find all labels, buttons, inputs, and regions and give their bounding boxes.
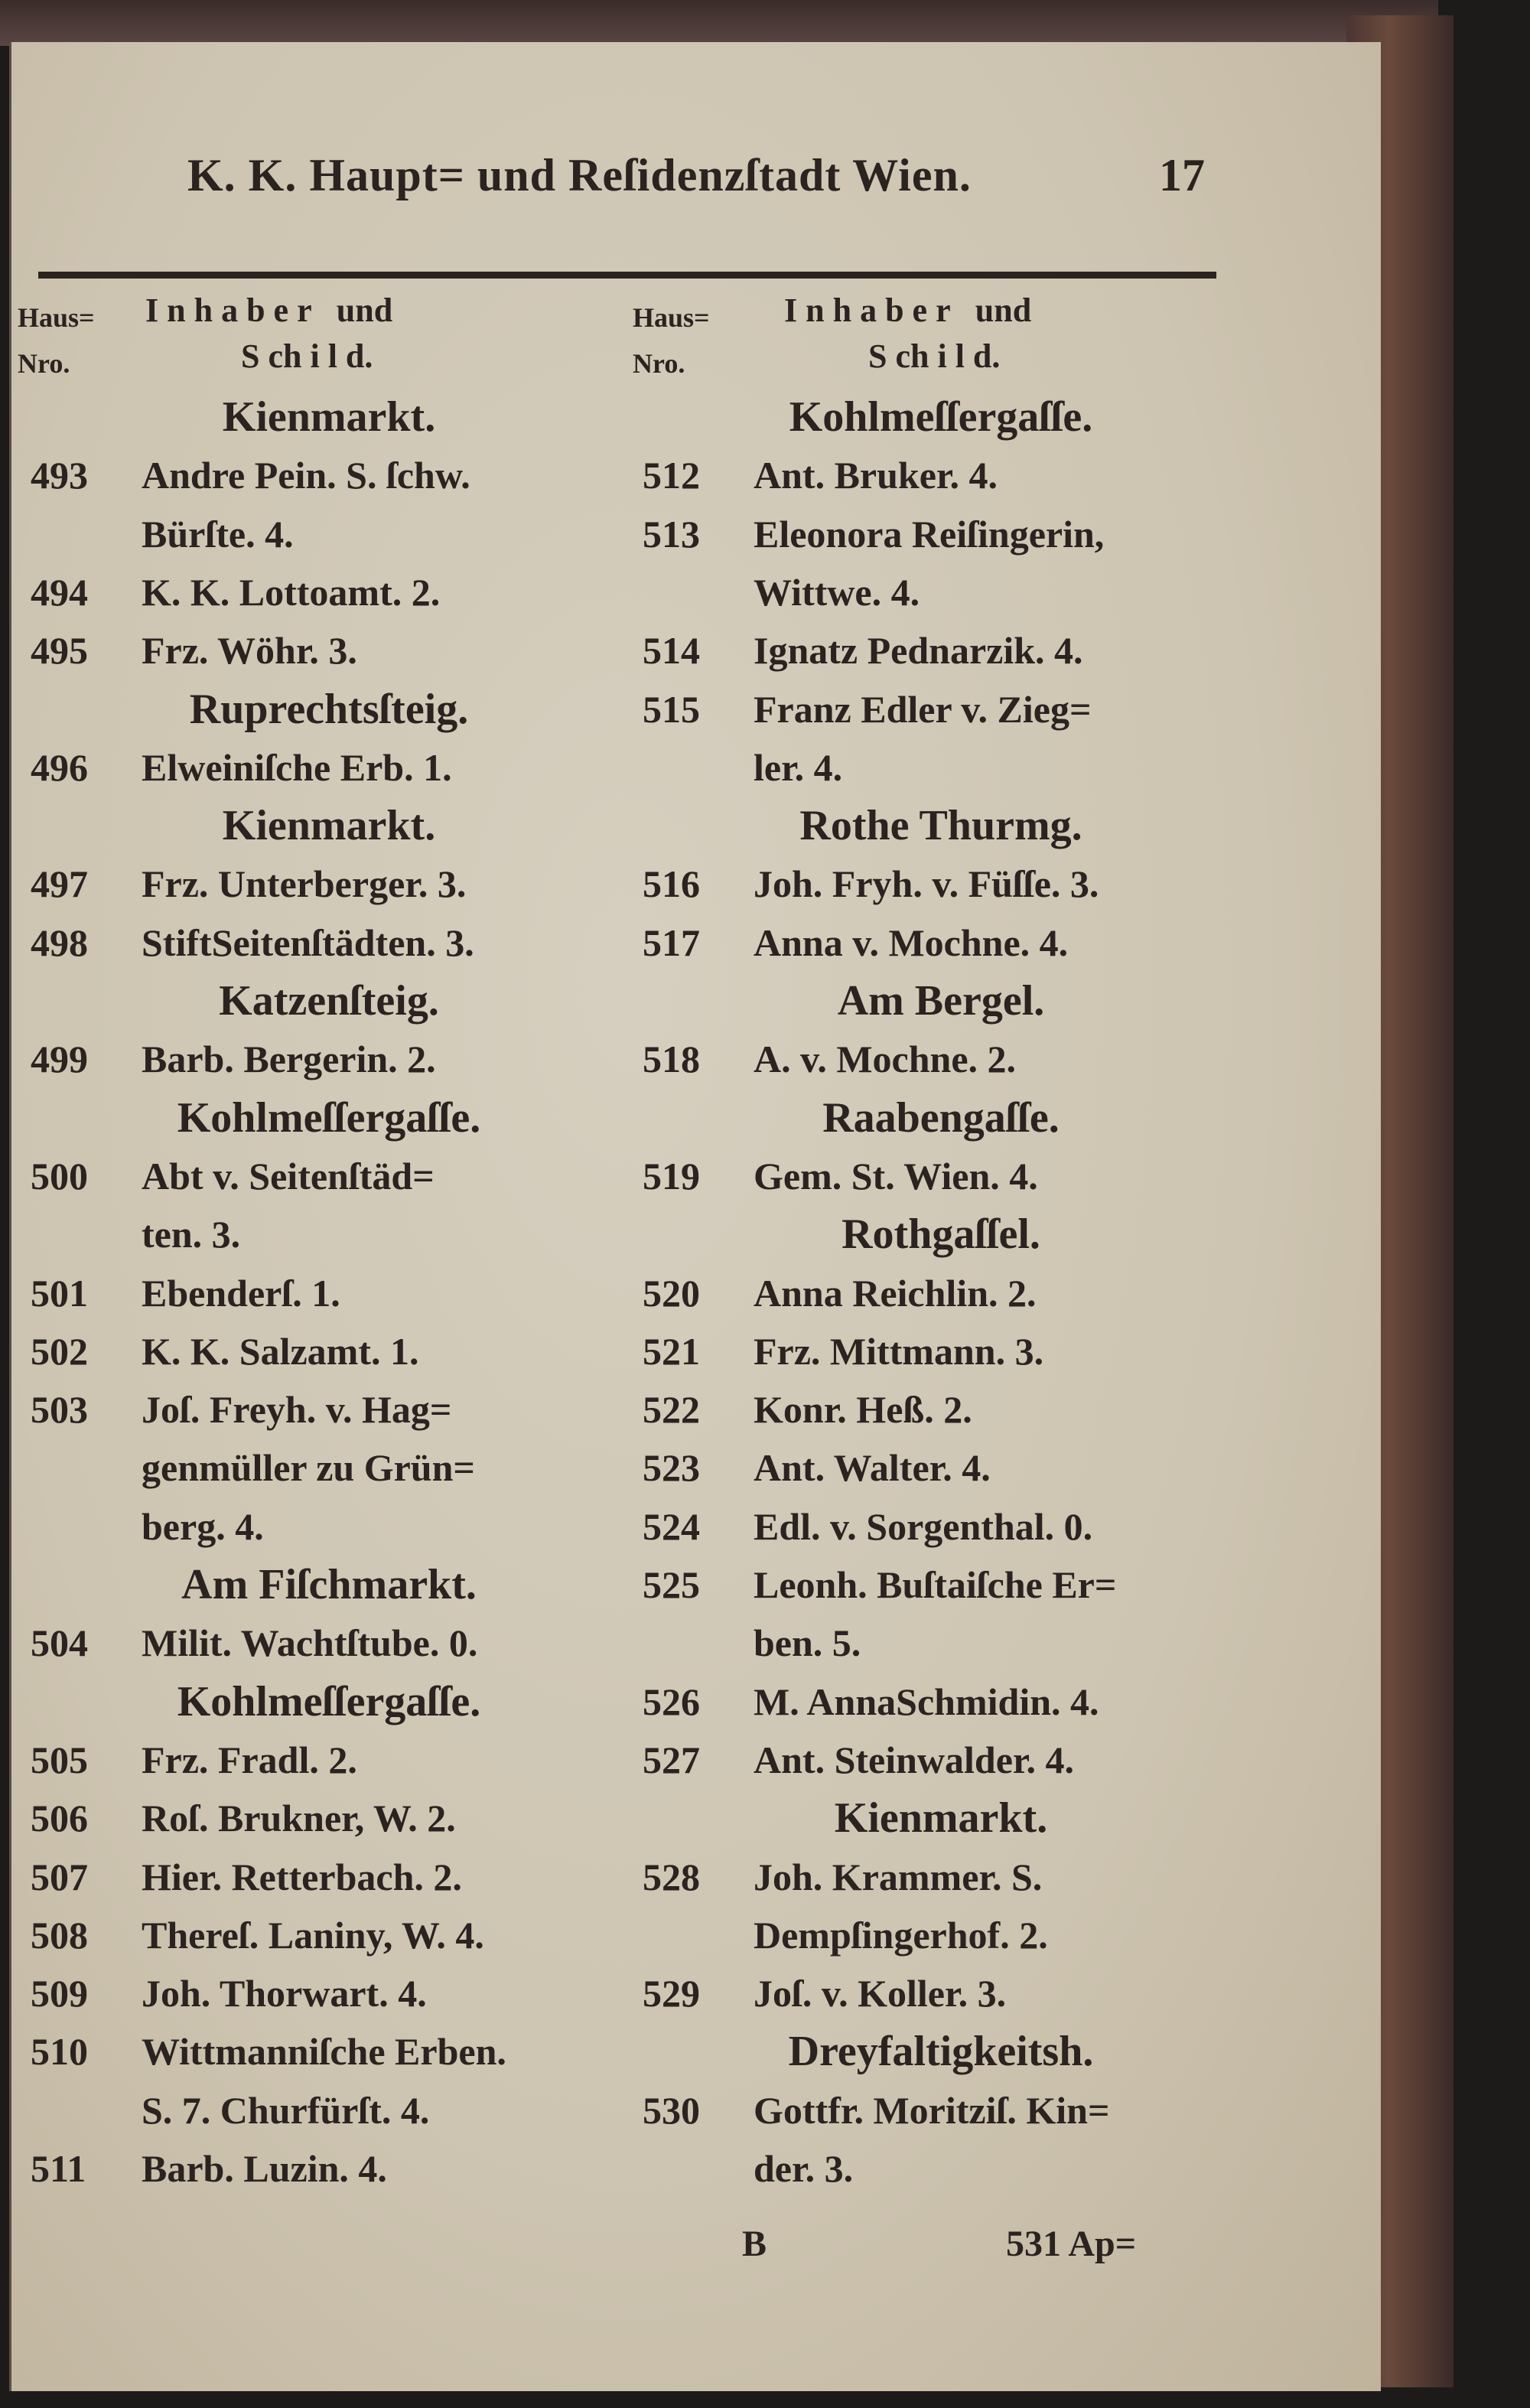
street-name: Rothgaſſel. [842,1211,1040,1259]
holder-text: Franz Edler v. Zieg= [754,687,1092,731]
street-heading [643,797,1239,855]
holder-text: Dempſingerhof. 2. [754,1913,1048,1957]
entry-continuation [31,1439,627,1497]
street-heading [31,680,627,738]
house-number: 521 [643,1329,700,1373]
holder-text: Bürſte. 4. [142,512,294,556]
house-entry [643,1497,1239,1556]
house-entry [31,914,627,972]
holder-text: StiftSeitenſtädten. 3. [142,921,474,964]
street-heading [643,1205,1239,1263]
street-heading [643,388,1239,446]
house-entry [643,1264,1239,1322]
left-sign-header: S ch i l d. [241,337,373,375]
house-entry [31,563,627,621]
street-name: Am Fiſchmarkt. [181,1561,477,1608]
street-name: Kienmarkt. [222,802,436,850]
house-entry [643,1439,1239,1497]
house-entry [643,914,1239,972]
holder-text: genmüller zu Grün= [142,1446,475,1490]
left-column [31,388,627,2224]
signature-mark: B [742,2224,767,2264]
street-heading [643,2022,1239,2081]
holder-text: M. AnnaSchmidin. 4. [754,1680,1099,1723]
street-name: Kohlmeſſergaſſe. [177,1093,481,1142]
left-holder-header: I n h a b e r und [145,292,393,329]
holder-text: der. 3. [754,2147,854,2190]
house-entry [31,738,627,797]
holder-text: Roſ. Brukner, W. 2. [142,1797,456,1840]
holder-text: Anna Reichlin. 2. [754,1271,1037,1315]
house-entry [643,1322,1239,1380]
street-heading [31,388,627,446]
house-number: 507 [31,1855,88,1898]
house-entry [31,1848,627,1906]
holder-text: Wittwe. 4. [754,570,920,614]
house-number: 502 [31,1329,88,1373]
house-number: 530 [643,2088,700,2132]
holder-text: S. 7. Churfürſt. 4. [142,2088,430,2132]
house-entry [31,1614,627,1672]
holder-text: Eleonora Reiſingerin, [754,512,1105,556]
house-number: 504 [31,1621,88,1665]
street-name: Am Bergel. [837,977,1045,1025]
house-number: 506 [31,1797,88,1840]
street-name: Rothe Thurmg. [799,802,1082,850]
house-number: 523 [643,1446,700,1490]
house-entry [31,1731,627,1789]
holder-text: Ant. Bruker. 4. [754,454,998,497]
holder-text: Hier. Retterbach. 2. [142,1855,462,1898]
house-entry [31,621,627,679]
holder-text: Barb. Bergerin. 2. [142,1038,436,1081]
holder-text: Barb. Luzin. 4. [142,2147,387,2190]
house-entry [643,621,1239,679]
street-heading [31,1673,627,1731]
house-entry [643,680,1239,738]
street-name: Raabengaſſe. [822,1093,1060,1142]
house-entry [31,1030,627,1088]
holder-text: Gottfr. Moritziſ. Kin= [754,2088,1110,2132]
street-heading [31,1089,627,1147]
holder-text: Elweiniſche Erb. 1. [142,745,452,789]
holder-text: A. v. Mochne. 2. [754,1038,1017,1081]
holder-text: Joh. Krammer. S. [754,1855,1043,1898]
right-holder-header: I n h a b e r und [784,292,1032,329]
house-number: 501 [31,1271,88,1315]
street-heading [643,972,1239,1030]
house-number: 499 [31,1038,88,1081]
house-entry [31,1964,627,2022]
right-house-number-header: Haus= Nro. [633,302,710,379]
house-number: 503 [31,1388,88,1432]
house-entry [31,855,627,913]
running-head: K. K. Haupt= und Reſidenzſtadt Wien. [187,150,972,200]
page-number: 17 [1159,150,1205,200]
holder-text: Ebenderſ. 1. [142,1271,340,1315]
holder-text: Ant. Steinwalder. 4. [754,1738,1075,1781]
entry-continuation [31,1497,627,1556]
street-name: Dreyfaltigkeitsh. [788,2028,1094,2076]
house-entry [31,446,627,504]
street-heading [31,797,627,855]
house-number: 512 [643,454,700,497]
holder-text: Frz. Mittmann. 3. [754,1329,1044,1373]
holder-text: Konr. Heß. 2. [754,1388,972,1432]
holder-text: Ant. Walter. 4. [754,1446,991,1490]
holder-text: Frz. Wöhr. 3. [142,629,357,673]
house-entry [643,1380,1239,1439]
house-entry [643,855,1239,913]
holder-text: Joh. Fryh. v. Füſſe. 3. [754,862,1099,906]
house-entry [31,1147,627,1205]
holder-text: K. K. Salzamt. 1. [142,1329,419,1373]
street-heading [31,1556,627,1614]
house-number: 510 [31,2030,88,2074]
house-entry [643,1556,1239,1614]
street-heading [643,1089,1239,1147]
house-number: 522 [643,1388,700,1432]
house-number: 527 [643,1738,700,1781]
street-name: Katzenſteig. [219,977,439,1025]
catchword: 531 Ap= [1006,2224,1137,2264]
left-house-number-header: Haus= Nro. [18,302,95,379]
house-entry [31,1264,627,1322]
house-number: 513 [643,512,700,556]
house-entry [31,1789,627,1847]
holder-text: Anna v. Mochne. 4. [754,921,1069,964]
holder-text: Joſ. v. Koller. 3. [754,1972,1007,2015]
house-number: 497 [31,862,88,906]
right-sign-header: S ch i l d. [868,337,1001,375]
holder-text: Thereſ. Laniny, W. 4. [142,1913,484,1957]
street-name: Kohlmeſſergaſſe. [177,1677,481,1725]
house-entry [643,1147,1239,1205]
holder-text: Joh. Thorwart. 4. [142,1972,427,2015]
house-number: 529 [643,1972,700,2015]
house-entry [643,1673,1239,1731]
holder-text: Milit. Wachtſtube. 0. [142,1621,478,1665]
entry-continuation [643,563,1239,621]
house-entry [643,1731,1239,1789]
holder-text: Leonh. Buſtaiſche Er= [754,1563,1117,1606]
holder-text: ler. 4. [754,745,843,789]
house-entry [31,1906,627,1964]
house-number: 509 [31,1972,88,2015]
house-number: 496 [31,745,88,789]
entry-continuation [31,505,627,563]
house-number: 517 [643,921,700,964]
house-entry [643,446,1239,504]
holder-text: Joſ. Freyh. v. Hag= [142,1388,452,1432]
street-name: Kienmarkt. [222,393,436,441]
holder-text: Frz. Unterberger. 3. [142,862,467,906]
house-number: 494 [31,570,88,614]
house-entry [643,1848,1239,1906]
house-number: 524 [643,1504,700,1548]
holder-text: Edl. v. Sorgenthal. 0. [754,1504,1093,1548]
holder-text: ten. 3. [142,1213,241,1256]
house-entry [643,1964,1239,2022]
street-name: Kohlmeſſergaſſe. [789,393,1093,441]
house-number: 493 [31,454,88,497]
house-number: 495 [31,629,88,673]
book-page [9,42,1381,2391]
house-number: 518 [643,1038,700,1081]
house-number: 515 [643,687,700,731]
holder-text: Gem. St. Wien. 4. [754,1154,1038,1197]
street-heading [643,1789,1239,1847]
right-column [643,388,1239,2224]
house-entry [643,505,1239,563]
book-cover-top [0,0,1438,46]
holder-text: Andre Pein. S. ſchw. [142,454,470,497]
house-number: 519 [643,1154,700,1197]
house-entry [31,1380,627,1439]
entry-continuation [31,2081,627,2139]
holder-text: Frz. Fradl. 2. [142,1738,357,1781]
house-number: 516 [643,862,700,906]
house-number: 500 [31,1154,88,1197]
holder-text: Ignatz Pednarzik. 4. [754,629,1083,673]
street-name: Ruprechtsſteig. [189,685,469,733]
house-entry [31,2139,627,2198]
entry-continuation [643,1906,1239,1964]
house-entry [31,1322,627,1380]
house-number: 528 [643,1855,700,1898]
header-rule [38,272,1216,279]
street-name: Kienmarkt. [834,1794,1048,1843]
house-number: 520 [643,1271,700,1315]
house-entry [643,1030,1239,1088]
street-heading [31,972,627,1030]
entry-continuation [643,2139,1239,2198]
holder-text: berg. 4. [142,1504,264,1548]
house-number: 508 [31,1913,88,1957]
house-number: 498 [31,921,88,964]
entry-continuation [643,738,1239,797]
holder-text: K. K. Lottoamt. 2. [142,570,441,614]
house-entry [643,2081,1239,2139]
house-number: 525 [643,1563,700,1606]
entry-continuation [643,1614,1239,1672]
house-number: 514 [643,629,700,673]
holder-text: Abt v. Seitenſtäd= [142,1154,435,1197]
entry-continuation [31,1205,627,1263]
house-entry [31,2022,627,2081]
holder-text: ben. 5. [754,1621,861,1665]
house-number: 505 [31,1738,88,1781]
holder-text: Wittmanniſche Erben. [142,2030,506,2074]
house-number: 511 [31,2147,86,2190]
house-number: 526 [643,1680,700,1723]
